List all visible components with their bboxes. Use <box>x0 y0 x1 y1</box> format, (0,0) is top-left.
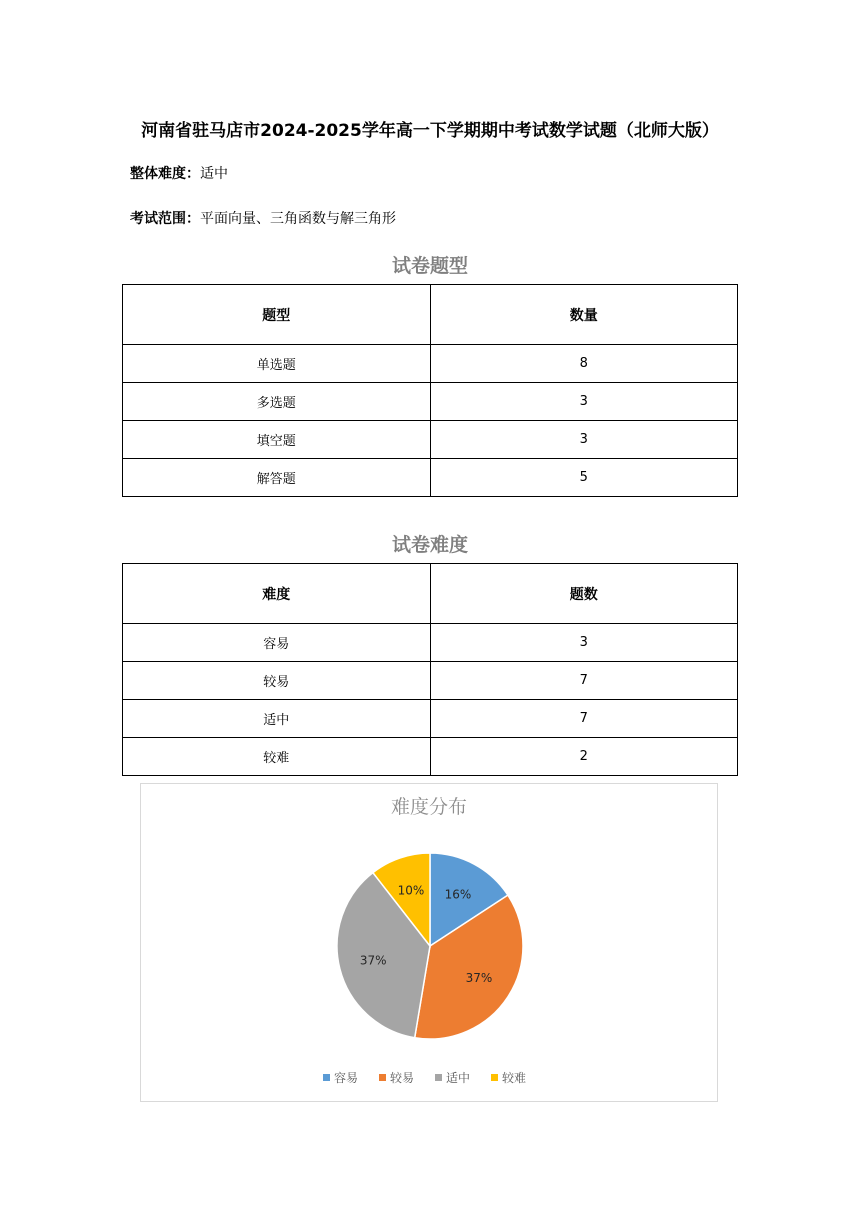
legend-label-fairly-hard: 较难 <box>502 1071 527 1085</box>
column-header-question-count: 题数 <box>430 564 738 624</box>
table-cell-difficulty: 容易 <box>123 624 431 662</box>
table-cell-difficulty: 较难 <box>123 738 431 776</box>
legend-swatch-easy <box>323 1074 330 1081</box>
difficulty-section-title: 试卷难度 <box>391 534 468 556</box>
table-row <box>123 459 738 497</box>
chart-legend <box>323 1070 526 1085</box>
table-cell-question-count: 2 <box>430 738 738 776</box>
document-title: 河南省驻马店市2024-2025学年高一下学期期中考试数学试题（北师大版） <box>141 121 719 141</box>
pie-label-fairly-easy: 37% <box>465 971 493 985</box>
legend-label-medium: 适中 <box>446 1071 471 1085</box>
table-row <box>123 662 738 700</box>
exam-scope-value: 平面向量、三角函数与解三角形 <box>200 211 396 227</box>
table-row <box>123 421 738 459</box>
table-row <box>123 700 738 738</box>
table-cell-difficulty: 适中 <box>123 700 431 738</box>
overall-difficulty-value: 适中 <box>200 166 228 182</box>
difficulty-pie-chart <box>140 783 718 1102</box>
table-row <box>123 383 738 421</box>
table-cell-count: 3 <box>430 383 738 421</box>
table-row <box>123 738 738 776</box>
chart-title: 难度分布 <box>390 796 468 818</box>
column-header-difficulty: 难度 <box>123 564 431 624</box>
table-cell-count: 5 <box>430 459 738 497</box>
pie-label-medium: 37% <box>359 953 387 968</box>
table-cell-count: 8 <box>430 345 738 383</box>
pie-label-easy: 16% <box>444 887 472 902</box>
table-cell-question-count: 7 <box>430 700 738 738</box>
table-cell-question-count: 7 <box>430 662 738 700</box>
table-row <box>123 624 738 662</box>
table-cell-type: 多选题 <box>123 383 431 421</box>
table-cell-type: 解答题 <box>123 459 431 497</box>
legend-swatch-fairly-easy <box>379 1074 386 1081</box>
pie-chart-canvas <box>141 784 717 1101</box>
table-cell-count: 3 <box>430 421 738 459</box>
column-header-count: 数量 <box>430 285 738 345</box>
column-header-type: 题型 <box>123 285 431 345</box>
legend-label-fairly-easy: 较易 <box>390 1071 415 1085</box>
question-types-table <box>122 284 738 497</box>
question-types-section-title: 试卷题型 <box>391 255 468 277</box>
exam-scope-label: 考试范围： <box>130 211 200 227</box>
table-cell-type: 填空题 <box>123 421 431 459</box>
overall-difficulty-line <box>130 163 228 183</box>
table-cell-difficulty: 较易 <box>123 662 431 700</box>
pie-label-fairly-hard: 10% <box>397 883 425 898</box>
overall-difficulty-label: 整体难度： <box>130 166 200 182</box>
table-row <box>123 345 738 383</box>
legend-swatch-fairly-hard <box>491 1074 498 1081</box>
table-cell-type: 单选题 <box>123 345 431 383</box>
legend-swatch-medium <box>435 1074 442 1081</box>
table-header-row <box>123 564 738 624</box>
exam-scope-line <box>130 208 396 228</box>
difficulty-table <box>122 563 738 776</box>
table-cell-question-count: 3 <box>430 624 738 662</box>
table-header-row <box>123 285 738 345</box>
pie-slices <box>337 853 523 1039</box>
legend-label-easy: 容易 <box>334 1071 359 1085</box>
